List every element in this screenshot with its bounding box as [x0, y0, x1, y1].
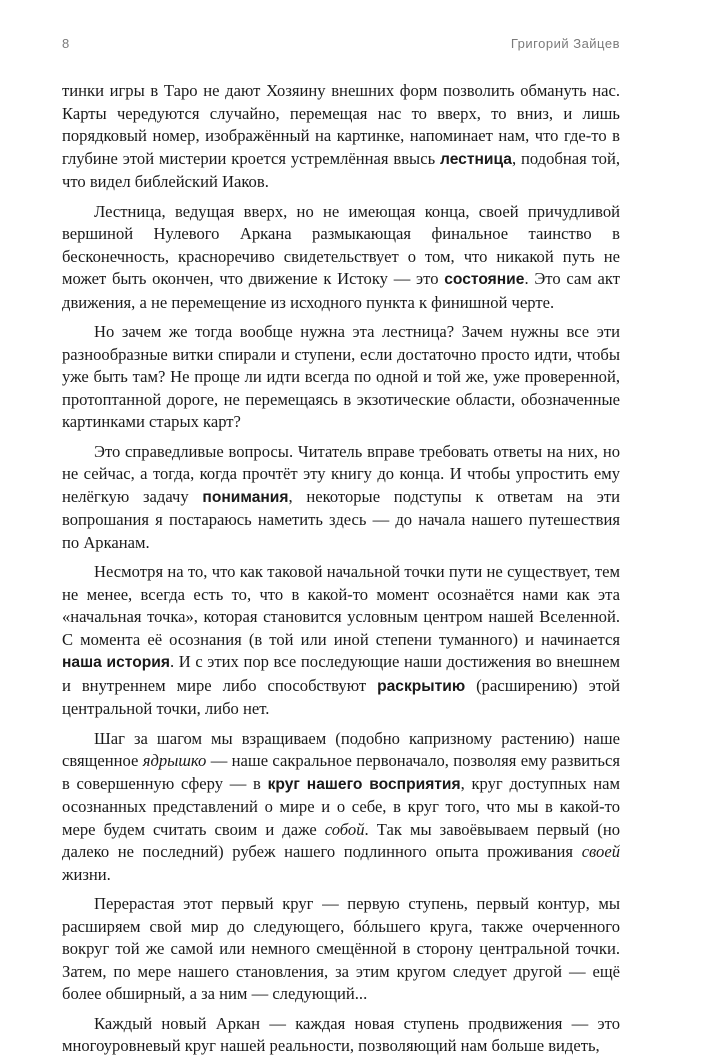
body-text [62, 80, 620, 1058]
italic-term: собой [324, 819, 365, 839]
emphasis-term: раскрытию [377, 677, 466, 695]
italic-term: своей [581, 842, 620, 861]
emphasis-term: понимания [202, 488, 289, 506]
paragraph: тинки игры в Таро не дают Хозяину внешних форм позволить обмануть нас. Карты чередуются случайно, перемещая нас то вверх, то вниз, и лишь порядковый номер, изображённый на картинке, напоминает нам, что где-то в глубине этой мистерии кроется устремлённая ввысь лестница, подобная той, что видел библейский Иаков. [62, 81, 620, 191]
paragraph: Каждый новый Аркан — каждая новая ступень продвижения — это многоуровневый круг нашей реальности, позволяющий нам больше видеть, [62, 1013, 620, 1055]
italic-term: ядрышко [142, 751, 207, 770]
paragraph: Но зачем же тогда вообще нужна эта лестница? Зачем нужны все эти разнообразные витки спирали и ступени, если достаточно просто идти, чтобы уже быть там? Не проще ли идти всегда по одной и той же, уже проверенной, протоптанной дороге, не перемещаясь в экзотические области, обозначенные картинками старых карт? [62, 322, 620, 431]
page-number: 8 [62, 36, 70, 51]
running-header [62, 36, 620, 56]
paragraph: Перерастая этот первый круг — первую ступень, первый контур, мы расширяем свой мир до следующего, бóльшего круга, также очерченного вокруг той же самой или немного смещённой в сторону центральной точки. Затем, по мере нашего становления, за этим кругом следует другой — ещё более обширный, а за ним — следующий... [62, 894, 620, 1003]
paragraph: Несмотря на то, что как таковой начальной точки пути не существует, тем не менее, всегда есть то, что в какой-то момент осознаётся нами как эта «начальная точка», которая становится условным центром нашей Вселенной. С момента её осознания (в той или иной степени туманного) и начинается наша история. И с этих пор все последующие наши достижения во внешнем и внутреннем мире либо способствуют раскрытию (расширению) этой центральной точки, либо нет. [62, 562, 620, 718]
running-header-author: Григорий Зайцев [510, 36, 620, 51]
emphasis-term: лестница [440, 150, 512, 168]
emphasis-term: круг нашего восприятия [267, 775, 461, 793]
paragraph: Это справедливые вопросы. Читатель вправе требовать ответы на них, но не сейчас, а тогда, когда прочтёт эту книгу до конца. И чтобы упростить ему нелёгкую задачу понимания, некоторые подступы к ответам на эти вопрошания я постараюсь наметить здесь — до начала нашего путешествия по Арканам. [62, 441, 620, 552]
emphasis-term: наша история [62, 654, 170, 671]
emphasis-term: состояние [444, 271, 525, 288]
paragraph: Лестница, ведущая вверх, но не имеющая конца, своей причудливой вершиной Нулевого Аркана размыкающая финальное таинство в бесконечность, красноречиво свидетельствует о том, что никакой путь не может быть окончен, что движение к Истоку — это состояние. Это сам акт движения, а не перемещение из исходного пункта к финишной черте. [62, 201, 621, 312]
paragraph: Шаг за шагом мы взращиваем (подобно капризному растению) наше священное ядрышко — наше сакральное первоначало, позволяя ему развиться в совершенную сферу — в круг нашего восприятия, круг доступных нам осознанных представлений о мире и о себе, в круг того, что мы в какой-то мере будем считать своим и даже собой. Так мы завоёвываем первый (но далеко не последний) рубеж нашего подлинного опыта проживания своей жизни. [62, 728, 620, 884]
